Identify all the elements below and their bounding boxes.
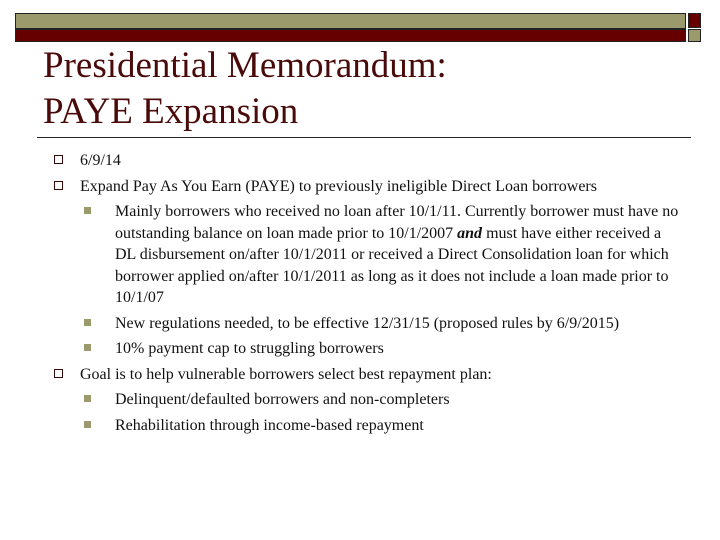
sub-bullet-text: must have either received a DL disbursement on/after 10/1/2011 or received a Direct Consolidation loan for which borrower applied on/after 10/1/2011 as long as it does not include a loan made prior to 10/1/07	[115, 224, 669, 306]
title-divider	[37, 137, 691, 138]
title-line-1: Presidential Memorandum:	[43, 45, 447, 86]
slide-title	[43, 43, 447, 135]
sub-bullet-regulations	[0, 313, 720, 335]
bullet-text: Goal is to help vulnerable borrowers select best repayment plan:	[80, 365, 492, 383]
sub-bullet-payment-cap	[0, 338, 720, 360]
filled-square-bullet-icon	[84, 344, 91, 351]
filled-square-bullet-icon	[84, 207, 91, 214]
header-band-olive	[15, 13, 686, 29]
bullet-text: Expand Pay As You Earn (PAYE) to previously ineligible Direct Loan borrowers	[80, 177, 597, 195]
bullet-expand-paye	[0, 176, 720, 198]
sub-bullet-rehabilitation	[0, 415, 720, 437]
sub-bullet-delinquent	[0, 389, 720, 411]
filled-square-bullet-icon	[84, 421, 91, 428]
header-band-maroon	[15, 29, 686, 42]
bullet-date	[0, 150, 720, 172]
sub-bullet-text: 10% payment cap to struggling borrowers	[115, 340, 384, 357]
corner-square-maroon	[688, 13, 701, 28]
bullet-text: 6/9/14	[80, 152, 121, 169]
bullet-goal	[0, 364, 720, 386]
hollow-square-bullet-icon	[54, 369, 63, 378]
slide-body	[0, 150, 720, 440]
sub-bullet-text: Delinquent/defaulted borrowers and non-completers	[115, 391, 450, 408]
title-line-2: PAYE Expansion	[43, 91, 299, 132]
filled-square-bullet-icon	[84, 319, 91, 326]
hollow-square-bullet-icon	[54, 155, 63, 164]
sub-bullet-text: Mainly borrowers who received no loan after 10/1/11. Currently borrower must have no outstanding balance on loan made prior to 10/1/2007	[115, 203, 679, 242]
hollow-square-bullet-icon	[54, 181, 63, 190]
emphasis-and: and	[457, 224, 483, 242]
filled-square-bullet-icon	[84, 395, 91, 402]
sub-bullet-text: New regulations needed, to be effective 12/31/15 (proposed rules by 6/9/2015)	[115, 314, 620, 332]
corner-square-olive	[688, 29, 701, 42]
sub-bullet-eligibility	[0, 201, 720, 309]
sub-bullet-text: Rehabilitation through income-based repayment	[115, 416, 424, 434]
